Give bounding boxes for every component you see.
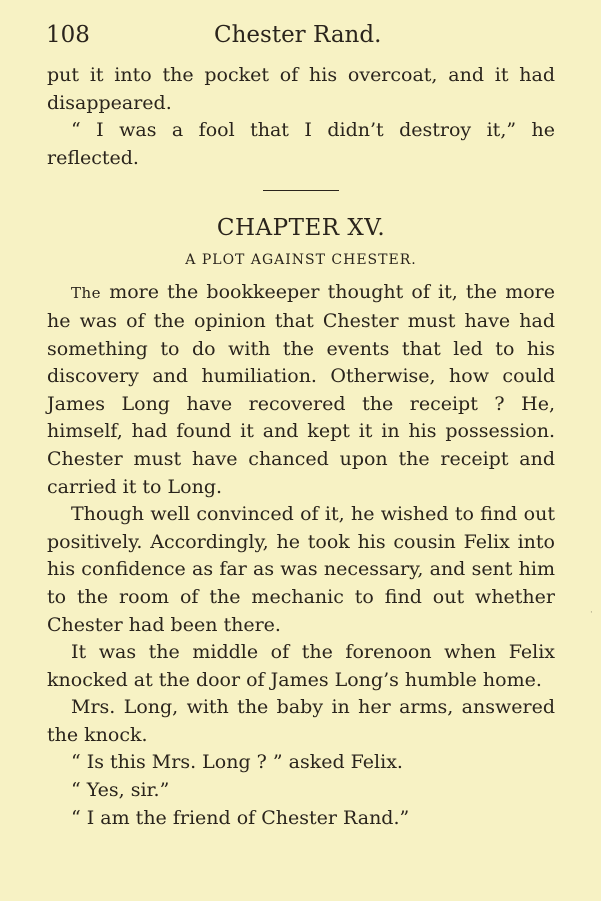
chapter-opening-paragraph	[47, 279, 555, 501]
dialogue-line-1: “ Is this Mrs. Long ? ” asked Felix.	[71, 751, 403, 774]
dialogue-line-2: “ Yes, sir.”	[71, 779, 170, 802]
chapter-title: CHAPTER XV.	[216, 215, 386, 242]
opening-paragraph-text: more the bookkeeper thought of it, the more he was of the opinion that Chester must have had something to do with the events that led to his discovery and humiliation. Otherwise, how could James Long have recovered the receipt ? He, himself, had found it and kept it in his possession. Chester must have chanced upon the receipt and carried it to Long.	[47, 281, 555, 498]
paragraph-felix-sent: Though well convinced of it, he wished to find out positively. Accordingly, he took his cousin Felix into his confidence as far as was necessary, and sent him to the room of the mechanic to find out whether Chester had been there.	[47, 503, 555, 636]
page-header	[46, 22, 556, 54]
reflection-paragraph: “ I was a fool that I didn’t destroy it,” he reflected.	[47, 119, 555, 169]
continued-paragraph: put it into the pocket of his overcoat, and it had disappeared.	[47, 64, 555, 114]
section-divider	[263, 190, 339, 191]
running-title: Chester Rand.	[214, 22, 382, 48]
chapter-subtitle: A PLOT AGAINST CHESTER.	[185, 252, 417, 269]
small-caps-opening-word: The	[71, 284, 102, 303]
page-number: 108	[46, 22, 90, 48]
paragraph-forenoon: It was the middle of the forenoon when Felix knocked at the door of James Long’s humble home.	[47, 641, 555, 691]
body-text	[47, 62, 555, 832]
margin-speck: ·	[590, 608, 593, 618]
paragraph-mrs-long: Mrs. Long, with the baby in her arms, answered the knock.	[47, 696, 555, 746]
dialogue-line-3: “ I am the friend of Chester Rand.”	[71, 806, 410, 829]
